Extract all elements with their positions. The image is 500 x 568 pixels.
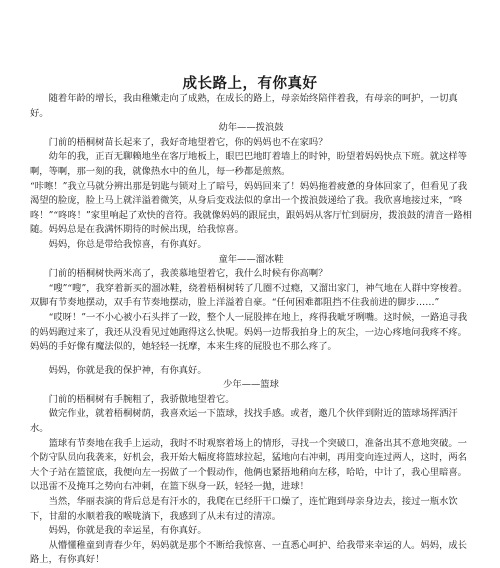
paragraph: “嗖”“嗖”，我穿着新买的溜冰鞋，绕着梧桐树转了几圈不过瘾，又溜出家门，神气地在人群中穿梭着。双脚有节奏地摆动，双手有节奏地摆动，脸上洋溢着自豪。“任何困难都阻挡不住我前进的脚步……” [30, 282, 468, 309]
paragraph: 门前的梧桐树苗长起来了，我好奇地望着它，你的妈妈也不在家吗？ [48, 136, 328, 148]
paragraph: 门前的梧桐树有手腕粗了，我骄傲地望着它。 [48, 393, 235, 405]
paragraph: 妈妈，你就是我的保护神，有你真好。 [48, 364, 207, 376]
paragraph: 从懵懂稚童到青春少年，妈妈就是那个不断给我惊喜、一直悉心呵护、给我带来幸运的人。妈妈，成长路上，有你真好！ [30, 539, 467, 566]
paragraph: 妈妈，你总是带给我惊喜，有你真好。 [48, 238, 207, 250]
section-heading: 幼年——拨浪鼓 [218, 122, 284, 134]
section-heading: 童年——溜冰鞋 [218, 253, 284, 265]
paragraph: 门前的梧桐树快两米高了，我羡慕地望着它，我什么时候有你高啊？ [48, 268, 328, 280]
paragraph: 妈妈，你就是我的幸运星，有你真好。 [48, 525, 207, 537]
document-body [30, 92, 472, 568]
paragraph: 幼年的我，正百无聊赖地坐在客厅地板上，眼巴巴地盯着墙上的时钟，盼望着妈妈快点下班。就这样等啊，等啊，那一刻的我，就像热水中的鱼儿，每一秒都是煎熬。 [30, 151, 467, 177]
paragraph: “咔嚓！”我立马就分辨出那是钥匙与锁对上了暗号，妈妈回来了！妈妈拖着疲惫的身体回家了，但看见了我渴望的脸庞，脸上马上就洋溢着微笑，从身后变戏法似的拿出一个拨浪鼓递给了我。我欣喜地接过来，“咚咚！”“咚咚！”家里响起了欢快的音符。我就像妈妈的跟屁虫，跟妈妈从客厅忙到厨房，拨浪鼓的清音一路相随。妈妈总是在我满怀期待的时候出现，给我惊喜。 [30, 180, 472, 236]
paragraph-gap [30, 355, 472, 364]
document-title: 成长路上，有你真好 [182, 75, 318, 92]
section-heading: 少年——篮球 [223, 379, 279, 391]
paragraph: “哎呀！”一不小心被小石头拌了一跤，整个人一屁股摔在地上，疼得我呲牙咧嘴。这时候，一路追寻我的妈妈跑过来了，我还从没看见过她跑得这么快呢。妈妈一边帮我拍身上的灰尘，一边心疼地问我疼不疼。妈妈的手好像有魔法似的，她轻轻一抚摩，本来生疼的屁股也不那么疼了。 [30, 311, 468, 353]
paragraph: 当然，华丽表演的背后总是有汗水的，我爬在已经肝干口燥了，连忙跑到母亲身边去，接过一瓶水饮下，甘甜的水顺着我的喉咙淌下，我感到了从未有过的清凉。 [30, 496, 458, 522]
paragraph: 做完作业，就着梧桐树荫，我喜欢运一下篮球，找找手感。或者，邀几个伙伴到附近的篮球场挥洒汗水。 [30, 408, 458, 435]
paragraph: 随着年龄的增长，我由稚嫩走向了成熟，在成长的路上，母亲始终陪伴着我，有母亲的呵护，一切真好。 [30, 93, 458, 119]
paragraph: 篮球有节奏地在我手上运动，我时不时观察着场上的情形，寻找一个突破口，准备出其不意地突破。一个防守队员向我袭来，好机会，我开始大幅度将篮球拉起，猛地向右冲刺，再用变向连过两人，这时，两名大个子站在篮筐底，我便向左一拐做了一个假动作，他俩也紧捂地稍向左移，哈哈，中计了，我心里暗喜。以迅雷不及掩耳之势向右冲刺，在篮下纵身一跃，轻轻一抛，进球！ [30, 437, 467, 493]
